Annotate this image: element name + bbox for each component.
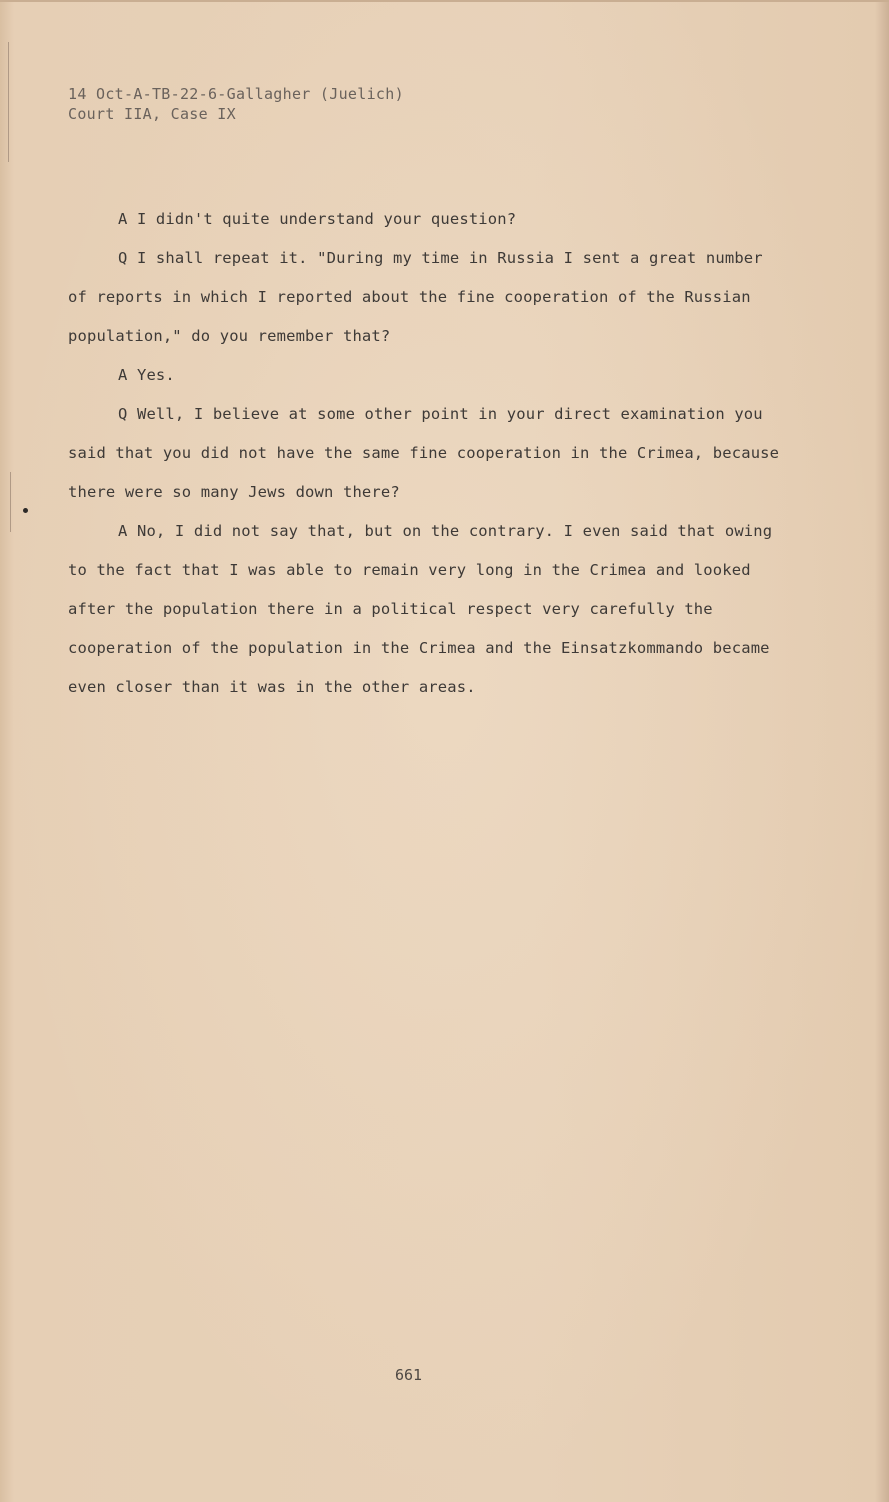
transcript-answer: A Yes. [118,366,175,384]
document-header [68,84,404,124]
paper-edge-mark [10,472,11,532]
punch-hole [23,508,28,513]
transcript-body [68,200,788,707]
header-line-court: Court IIA, Case IX [68,105,236,123]
transcript-question: Q I shall repeat it. "During my time in Russia I sent a great number of reports in which I reported about the fine cooperation of the Russian population," do you remember that? [68,249,763,345]
transcript-answer: A No, I did not say that, but on the contrary. I even said that owing to the fact that I was able to remain very long in the Crimea and looked after the population there in a political respect very carefully the cooperation of the population in the Crimea and the Einsatzkommando became even closer than it was in the other areas. [68,522,773,696]
transcript-question: Q Well, I believe at some other point in your direct examination you said that you did not have the same fine cooperation in the Crimea, because there were so many Jews down there? [68,405,780,501]
transcript-answer: A I didn't quite understand your question? [118,210,517,228]
page-number: 661 [394,1366,423,1384]
header-line-session: 14 Oct-A-TB-22-6-Gallagher (Juelich) [68,85,404,103]
paper-edge-mark [8,42,9,162]
